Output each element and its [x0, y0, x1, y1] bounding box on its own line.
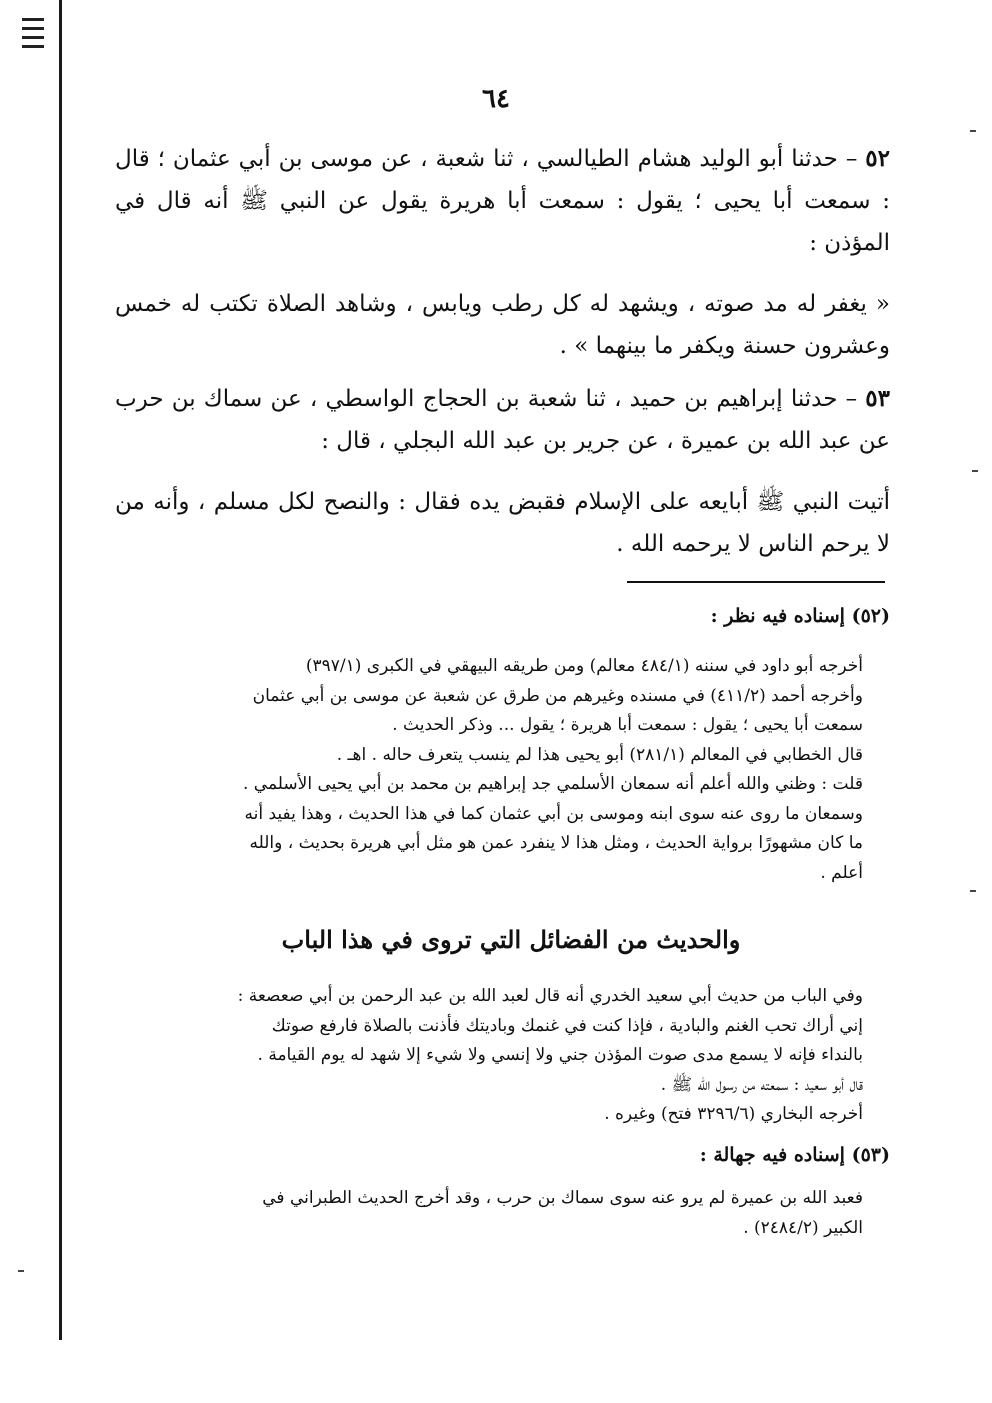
hadith-53-isnad — [115, 378, 890, 462]
page-number: ٦٤ — [482, 84, 510, 114]
note-53-line: الكبير (٢٤٨٤/٢) . — [743, 1217, 863, 1238]
hadith-52-matn — [115, 283, 890, 367]
hadith-53-number: ٥٣ — [865, 385, 891, 412]
hadith-52-isnad — [115, 138, 890, 264]
footnote-separator — [627, 581, 885, 583]
section-line: إني أراك تحب الغنم والبادية ، فإذا كنت في غنمك وباديتك فأذنت بالصلاة فارفع صوتك — [271, 1015, 863, 1036]
note-52-line: أخرجه أبو داود في سننه (٤٨٤/١ معالم) ومن طريقه البيهقي في الكبرى (٣٩٧/١) — [305, 656, 863, 676]
note-52-title: إسناده فيه نظر : — [710, 605, 845, 627]
hadith-53-text: أتيت النبي ﷺ أبايعه على الإسلام فقبض يده فقال : والنصح لكل مسلم ، وأنه من لا يرحم الناس لا يرحمه الله . — [115, 489, 890, 557]
section-title: والحديث من الفضائل التي تروى في هذا الباب — [281, 925, 741, 954]
hadith-52-isnad-text: – حدثنا أبو الوليد هشام الطيالسي ، ثنا شعبة ، عن موسى بن أبي عثمان ؛ قال : سمعت أبا يحيى ؛ يقول : سمعت أبا هريرة يقول عن النبي ﷺ أنه قال في المؤذن : — [115, 146, 890, 256]
scan-speck — [18, 1270, 24, 1272]
margin-marks — [22, 18, 44, 78]
note-53-body — [123, 1184, 863, 1243]
note-52-line: سمعت أبا يحيى ؛ يقول : سمعت أبا هريرة ؛ يقول ... وذكر الحديث . — [392, 715, 863, 735]
scan-speck — [972, 470, 978, 472]
note-52-number: (٥٢) — [851, 605, 890, 627]
note-53-line: فعبد الله بن عميرة لم يرو عنه سوى سماك بن حرب ، وقد أخرج الحديث الطبراني في — [262, 1188, 863, 1208]
note-52-line: وأخرجه أحمد (٤١١/٢) في مسنده وغيرهم من طرق عن شعبة عن موسى بن أبي عثمان — [252, 685, 863, 706]
note-53-number: (٥٣) — [851, 1144, 890, 1166]
binding-edge-rule — [59, 0, 62, 1340]
hadith-53 — [115, 378, 890, 462]
note-52-line: وسمعان ما روى عنه سوى ابنه وموسى بن أبي عثمان كما في هذا الحديث ، وهذا يفيد أنه — [244, 803, 863, 824]
hadith-53-isnad-text: – حدثنا إبراهيم بن حميد ، ثنا شعبة بن الحجاج الواسطي ، عن سماك بن حرب عن عبد الله بن عميرة ، عن جرير بن عبد الله البجلي ، قال : — [115, 386, 890, 454]
section-line: أخرجه البخاري (٣٢٩٦/٦ فتح) وغيره . — [604, 1104, 863, 1124]
note-52-body — [123, 652, 863, 888]
section-line: قال أبو سعيد : سمعته من رسول الله ﷺ . — [660, 1074, 863, 1095]
note-53-heading — [700, 1140, 890, 1170]
hadith-52-number: ٥٢ — [865, 145, 890, 172]
scan-speck — [970, 130, 976, 132]
section-line: وفي الباب من حديث أبي سعيد الخدري أنه قال لعبد الله بن عبد الرحمن بن أبي صعصعة : — [237, 986, 863, 1006]
note-52-line: أعلم . — [820, 862, 863, 883]
section-body — [123, 982, 863, 1130]
note-52-line: قلت : وظني والله أعلم أنه سمعان الأسلمي جد إبراهيم بن محمد بن أبي يحيى الأسلمي . — [242, 774, 863, 794]
note-52-line: ما كان مشهورًا برواية الحديث ، ومثل هذا لا ينفرد عمن هو مثل أبي هريرة بحديث ، والله — [249, 833, 863, 853]
scan-speck — [970, 890, 976, 892]
section-line: بالنداء فإنه لا يسمع مدى صوت المؤذن جني ولا إنسي ولا شيء إلا شهد له يوم القيامة . — [257, 1045, 863, 1065]
note-53-title: إسناده فيه جهالة : — [699, 1144, 845, 1166]
hadith-52-text: « يغفر له مد صوته ، ويشهد له كل رطب ويابس ، وشاهد الصلاة تكتب له خمس وعشرون حسنة ويكفر ما بينهما » . — [115, 291, 890, 359]
hadith-52 — [115, 138, 890, 264]
note-52-heading — [711, 601, 890, 631]
hadith-53-matn — [115, 481, 890, 565]
note-52-line: قال الخطابي في المعالم (٢٨١/١) أبو يحيى هذا لم ينسب يتعرف حاله . اهـ . — [336, 744, 863, 765]
